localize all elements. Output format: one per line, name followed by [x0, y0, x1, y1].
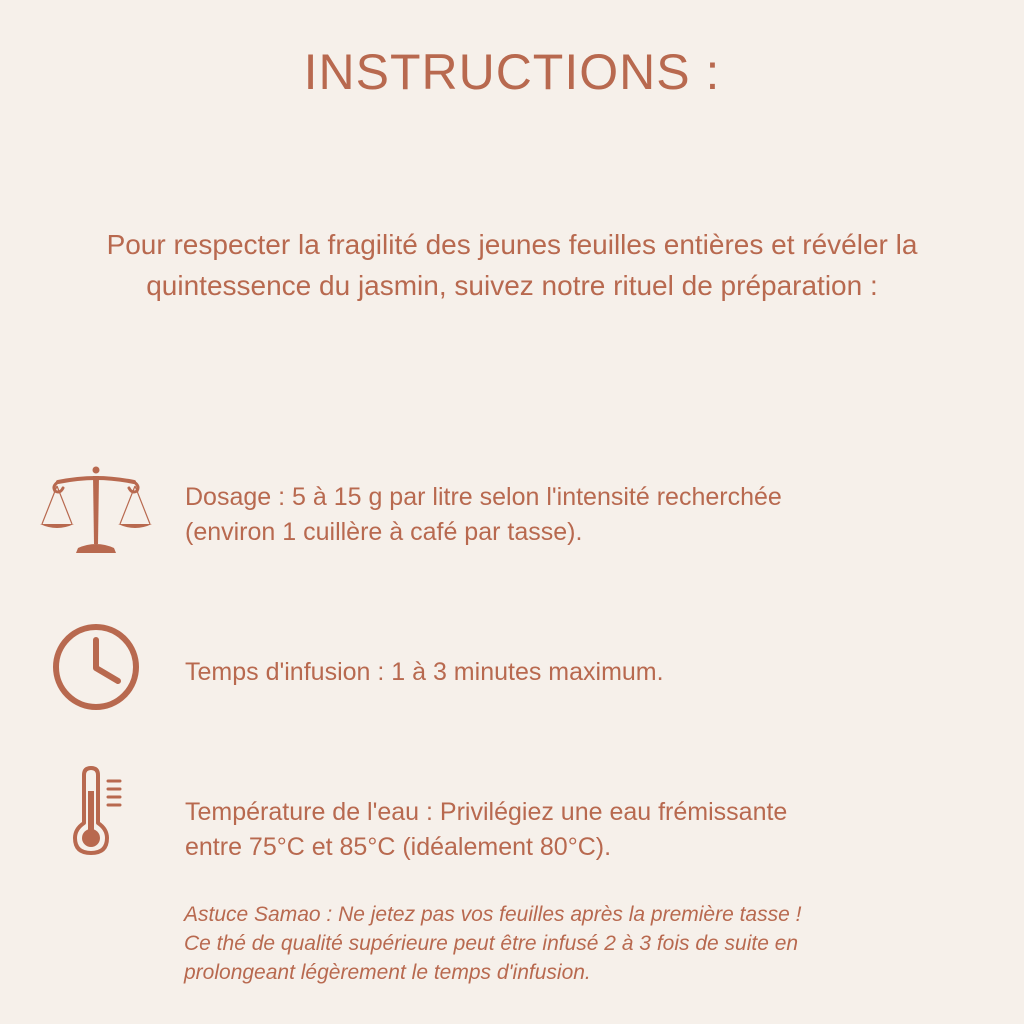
dosage-step: [185, 480, 985, 550]
temperature-step: [185, 795, 985, 865]
tip-line-3: prolongeant légèrement le temps d'infusion.: [184, 961, 591, 984]
dosage-line-2: (environ 1 cuillère à café par tasse).: [185, 518, 583, 546]
infusion-time-line-1: Temps d'infusion : 1 à 3 minutes maximum.: [185, 658, 664, 686]
clock-icon: [51, 622, 141, 712]
temperature-line-1: Température de l'eau : Privilégiez une eau frémissante: [185, 798, 788, 826]
intro-paragraph: Pour respecter la fragilité des jeunes feuilles entières et révéler la quintessence du jasmin, suivez notre rituel de préparation :: [106, 229, 918, 301]
dosage-line-1: Dosage : 5 à 15 g par litre selon l'intensité recherchée: [185, 483, 782, 511]
tip-line-2: Ce thé de qualité supérieure peut être infusé 2 à 3 fois de suite en: [184, 932, 799, 955]
samao-tip: [184, 900, 994, 987]
infusion-time-step: [185, 655, 985, 690]
thermometer-icon: [68, 765, 128, 857]
temperature-line-2: entre 75°C et 85°C (idéalement 80°C).: [185, 833, 612, 861]
tip-line-1: Astuce Samao : Ne jetez pas vos feuilles après la première tasse !: [184, 903, 802, 926]
page-title: INSTRUCTIONS :: [303, 44, 721, 100]
scale-icon: [38, 464, 154, 556]
